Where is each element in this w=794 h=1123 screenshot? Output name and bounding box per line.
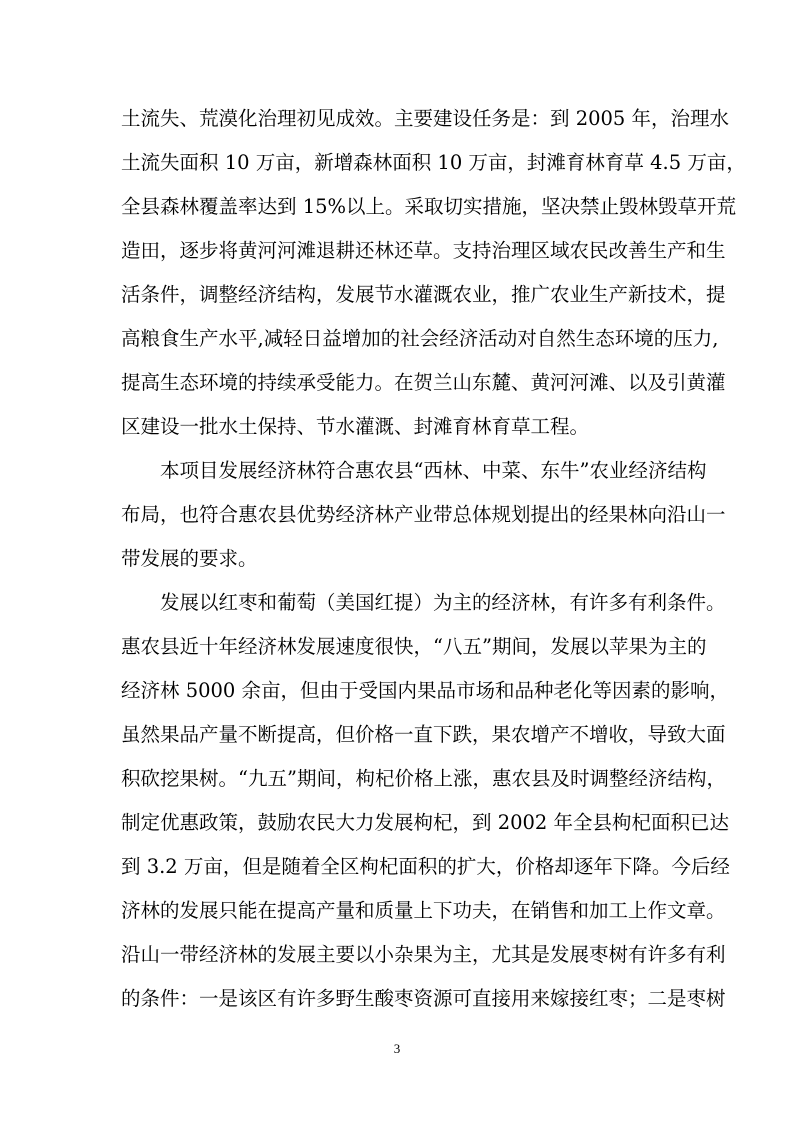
text-line: 的条件：一是该区有许多野生酸枣资源可直接用来嫁接红枣；二是枣树 <box>121 987 726 1010</box>
text-line: 活条件，调整经济结构，发展节水灌溉农业，推广农业生产新技术，提 <box>121 283 726 306</box>
text-line: 布局，也符合惠农县优势经济林产业带总体规划提出的经果林向沿山一 <box>121 503 726 526</box>
text-line: 高粮食生产水平,减轻日益增加的社会经济活动对自然生态环境的压力, <box>121 327 719 350</box>
text-line: 提高生态环境的持续承受能力。在贺兰山东麓、黄河河滩、以及引黄灌 <box>121 371 726 394</box>
text-line: 虽然果品产量不断提高，但价格一直下跌，果农增产不增收，导致大面 <box>121 723 726 746</box>
text-line: 制定优惠政策，鼓励农民大力发展枸杞，到 2002 年全县枸杞面积已达 <box>121 811 730 834</box>
text-line: 沿山一带经济林的发展主要以小杂果为主，尤其是发展枣树有许多有利 <box>121 943 726 966</box>
text-line: 到 3.2 万亩，但是随着全区枸杞面积的扩大，价格却逐年下降。今后经 <box>121 855 730 878</box>
text-line: 造田，逐步将黄河河滩退耕还林还草。支持治理区域农民改善生产和生 <box>121 239 726 262</box>
page-number: 3 <box>393 1041 401 1056</box>
text-line: 惠农县近十年经济林发展速度很快，“八五”期间，发展以苹果为主的 <box>121 635 707 658</box>
text-line: 土流失、荒漠化治理初见成效。主要建设任务是：到 2005 年，治理水 <box>121 107 730 130</box>
text-line: 全县森林覆盖率达到 15%以上。采取切实措施，坚决禁止毁林毁草开荒 <box>121 195 737 218</box>
text-line: 本项目发展经济林符合惠农县“西林、中菜、东牛”农业经济结构 <box>160 459 707 482</box>
text-line: 区建设一批水土保持、节水灌溉、封滩育林育草工程。 <box>121 415 590 438</box>
text-line: 济林的发展只能在提高产量和质量上下功夫，在销售和加工上作文章。 <box>121 899 726 922</box>
text-line: 发展以红枣和葡萄（美国红提）为主的经济林，有许多有利条件。 <box>160 591 726 614</box>
text-line: 积砍挖果树。“九五”期间，枸杞价格上涨，惠农县及时调整经济结构， <box>121 767 726 790</box>
text-line: 经济林 5000 余亩，但由于受国内果品市场和品种老化等因素的影响， <box>121 679 730 702</box>
text-line: 土流失面积 10 万亩，新增森林面积 10 万亩，封滩育林育草 4.5 万亩， <box>121 151 746 174</box>
text-line: 带发展的要求。 <box>121 547 258 570</box>
